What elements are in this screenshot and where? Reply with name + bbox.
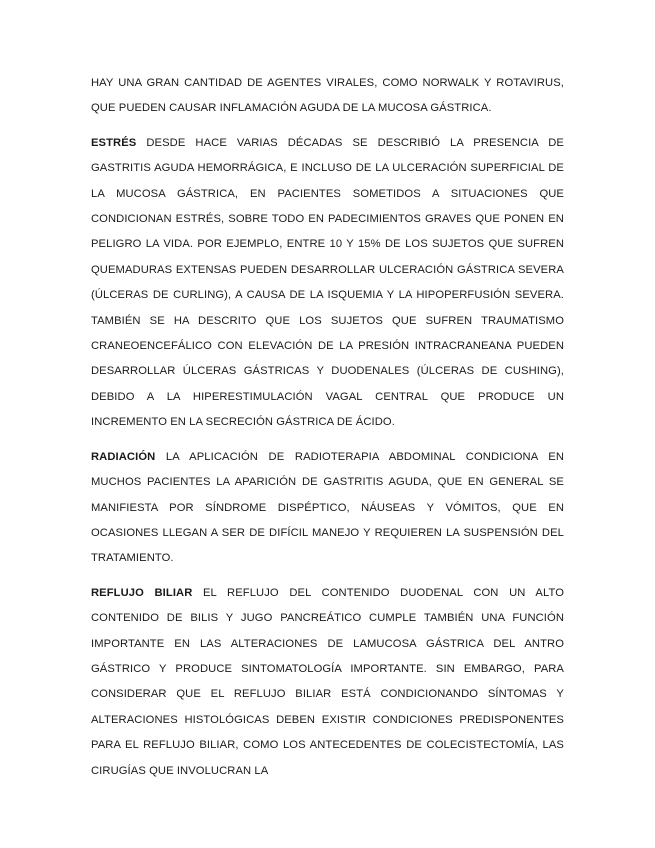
paragraph-viral-agents — [91, 71, 564, 122]
paragraph-radiation — [91, 445, 564, 572]
paragraph-biliary-reflux — [91, 581, 564, 784]
paragraph-heading: RADIACIÓN — [91, 450, 156, 463]
paragraph-body: HAY UNA GRAN CANTIDAD DE AGENTES VIRALES, COMO NORWALK Y ROTAVIRUS, QUE PUEDEN CAUSAR INFLAMACIÓN AGUDA DE LA MUCOSA GÁSTRICA. — [91, 77, 564, 115]
paragraph-heading: ESTRÉS — [91, 136, 137, 149]
paragraph-heading: REFLUJO BILIAR — [91, 586, 193, 599]
paragraph-body: LA APLICACIÓN DE RADIOTERAPIA ABDOMINAL CONDICIONA EN MUCHOS PACIENTES LA APARICIÓN DE GASTRITIS AGUDA, QUE EN GENERAL SE MANIFIESTA POR SÍNDROME DISPÉPTICO, NÁUSEAS Y VÓMITOS, QUE EN OCASIONES LLEGAN A SER DE DIFÍCIL MANEJO Y REQUIEREN LA SUSPENSIÓN DEL TRATAMIENTO. — [91, 450, 564, 565]
paragraph-stress — [91, 131, 564, 436]
paragraph-body: DESDE HACE VARIAS DÉCADAS SE DESCRIBIÓ LA PRESENCIA DE GASTRITIS AGUDA HEMORRÁGICA, E INCLUSO DE LA ULCERACIÓN SUPERFICIAL DE LA MUCOSA GÁSTRICA, EN PACIENTES SOMETIDOS A SITUACIONES QUE CONDICIONAN ESTRÉS, SOBRE TODO EN PADECIMIENTOS GRAVES QUE PONEN EN PELIGRO LA VIDA. POR EJEMPLO, ENTRE 10 Y 15% DE LOS SUJETOS QUE SUFREN QUEMADURAS EXTENSAS PUEDEN DESARROLLAR ULCERACIÓN GÁSTRICA SEVERA (ÚLCERAS DE CURLING), A CAUSA DE LA ISQUEMIA Y LA HIPOPERFUSIÓN SEVERA. TAMBIÉN SE HA DESCRITO QUE LOS SUJETOS QUE SUFREN TRAUMATISMO CRANEOENCEFÁLICO CON ELEVACIÓN DE LA PRESIÓN INTRACRANEANA PUEDEN DESARROLLAR ÚLCERAS GÁSTRICAS Y DUODENALES (ÚLCERAS DE CUSHING), DEBIDO A LA HIPERESTIMULACIÓN VAGAL CENTRAL QUE PRODUCE UN INCREMENTO EN LA SECRECIÓN GÁSTRICA DE ÁCIDO. — [91, 136, 564, 429]
document-page — [91, 71, 564, 793]
paragraph-body: EL REFLUJO DEL CONTENIDO DUODENAL CON UN ALTO CONTENIDO DE BILIS Y JUGO PANCREÁTICO CUMPLE TAMBIÉN UNA FUNCIÓN IMPORTANTE EN LAS ALTERACIONES DE LAMUCOSA GÁSTRICA DEL ANTRO GÁSTRICO Y PRODUCE SINTOMATOLOGÍA IMPORTANTE. SIN EMBARGO, PARA CONSIDERAR QUE EL REFLUJO BILIAR ESTÁ CONDICIONANDO SÍNTOMAS Y ALTERACIONES HISTOLÓGICAS DEBEN EXISTIR CONDICIONES PREDISPONENTES PARA EL REFLUJO BILIAR, COMO LOS ANTECEDENTES DE COLECISTECTOMÍA, LAS CIRUGÍAS QUE INVOLUCRAN LA — [91, 586, 565, 777]
